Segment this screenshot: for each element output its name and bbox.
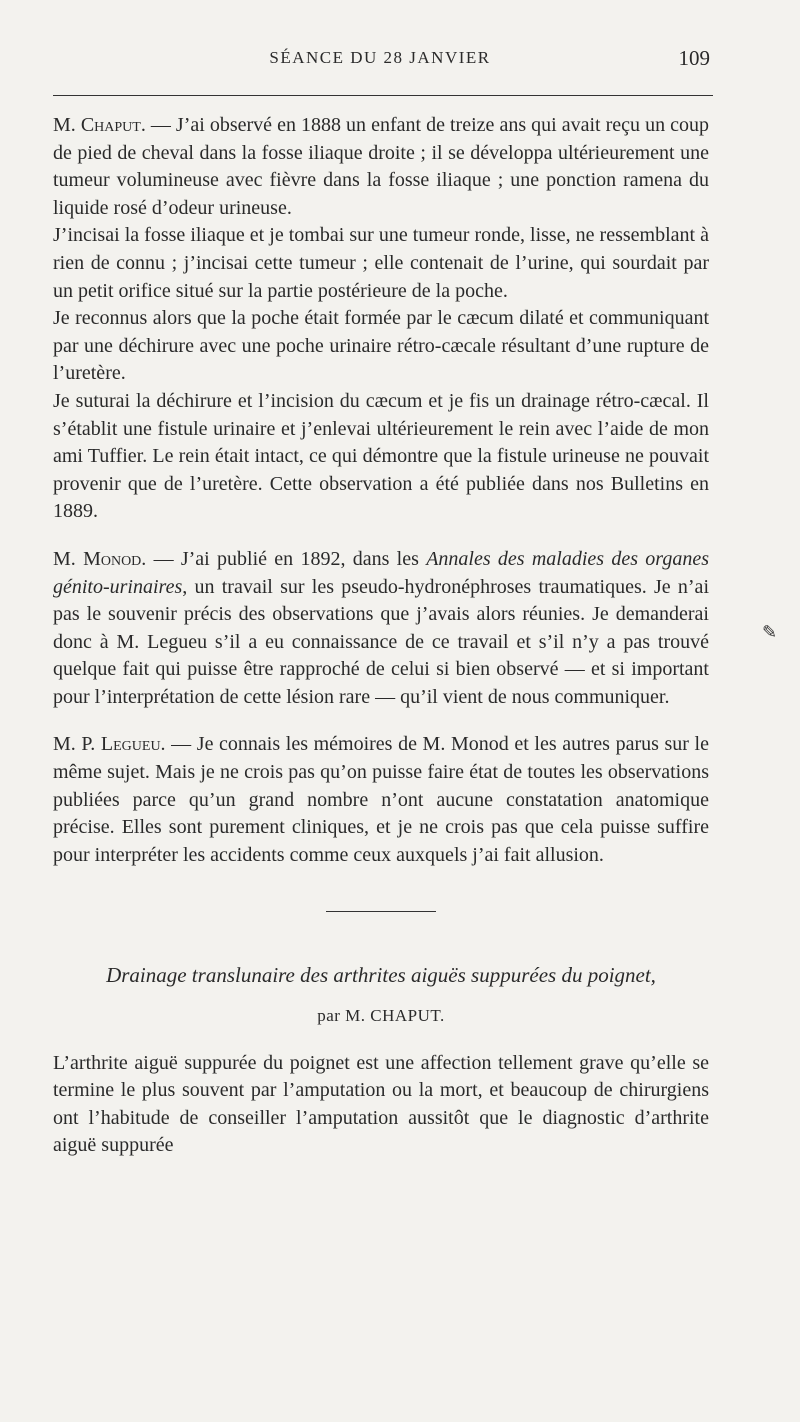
journal-title: Annales des maladies des organes génito-urinaires xyxy=(53,547,709,598)
article-byline: par M. CHAPUT. xyxy=(317,1006,445,1026)
paragraph-text: — Je connais les mémoires de M. Monod et les autres parus sur le même sujet. Mais je ne crois pas qu’on puisse faire état de toutes les observations publiées parce qu’un grand nombre n’ont aucune constatation anatomique précise. Elles sont purement cliniques, et je ne crois pas que cela puisse suffire pour interpréter les accidents comme ceux auxquels j’ai fait allusion. xyxy=(53,733,709,866)
paragraph-monod xyxy=(53,546,709,712)
spacer xyxy=(53,526,709,546)
body-text xyxy=(53,112,709,1160)
page-header xyxy=(50,48,710,78)
page-number: 109 xyxy=(678,46,710,70)
running-title: SÉANCE DU 28 JANVIER xyxy=(269,48,491,67)
speaker-name: M. P. Legueu. xyxy=(53,733,166,756)
article-title: Drainage translunaire des arthrites aiguës suppurées du poignet, xyxy=(106,963,656,988)
header-rule xyxy=(53,95,713,96)
paragraph-article-intro: L’arthrite aiguë suppurée du poignet est une affection tellement grave qu’elle se termine le plus souvent par l’amputation ou la mort, et beaucoup de chirurgiens ont l’habitude de conseiller l’amputation aussitôt que le diagnostic d’arthrite aiguë suppurée xyxy=(53,1051,709,1157)
paragraph-suture: Je suturai la déchirure et l’incision du cæcum et je fis un drainage rétro-cæcal. Il s’établit une fistule urinaire et j’enlevai ultérieurement le rein avec l’aide de mon ami Tuffier. Le rein était intact, ce qui démontre que la fistule urineuse ne pouvait provenir que de l’uretère. Cette observation a été publiée dans nos Bulletins en 1889. xyxy=(53,389,709,523)
spacer xyxy=(53,711,709,731)
paragraph-incision: J’incisai la fosse iliaque et je tombai sur une tumeur ronde, lisse, ne ressemblant à rien de connu ; j’incisai cette tumeur ; elle contenait de l’urine, qui sourdait par un petit orifice situé sur la partie postérieure de la poche. xyxy=(53,224,709,302)
paragraph-legueu xyxy=(53,731,709,869)
speaker-name: M. Monod. xyxy=(53,547,147,570)
spacer xyxy=(53,869,709,903)
spacer xyxy=(53,1030,709,1050)
paragraph-chaput xyxy=(53,112,709,222)
margin-mark: ✎ xyxy=(762,622,778,642)
section-separator xyxy=(326,911,436,912)
paragraph-text: , un travail sur les pseudo-hydronéphroses traumatiques. Je n’ai pas le souvenir précis des observations que j’avais alors réunies. Je demanderai donc à M. Legueu s’il a eu connaissance de ce travail et s’il n’y a pas trouvé quelque fait qui puisse être rapproché de celui si bien observé — et si important pour l’interprétation de cette lésion rare — qu’il vient de nous communiquer. xyxy=(53,575,709,708)
paragraph-text: — J’ai observé en 1888 un enfant de treize ans qui avait reçu un coup de pied de cheval dans la fosse iliaque droite ; il se développa ultérieurement une tumeur volumineuse avec fièvre dans la fosse iliaque ; une ponction ramena du liquide rosé d’odeur urineuse. xyxy=(53,114,710,219)
paragraph-text: — J’ai publié en 1892, dans les xyxy=(146,547,427,570)
paragraph-caecum: Je reconnus alors que la poche était formée par le cæcum dilaté et communiquant par une déchirure avec une poche urinaire rétro-cæcale résultant d’une rupture de l’uretère. xyxy=(53,307,709,385)
speaker-name: M. Chaput. xyxy=(53,114,146,136)
